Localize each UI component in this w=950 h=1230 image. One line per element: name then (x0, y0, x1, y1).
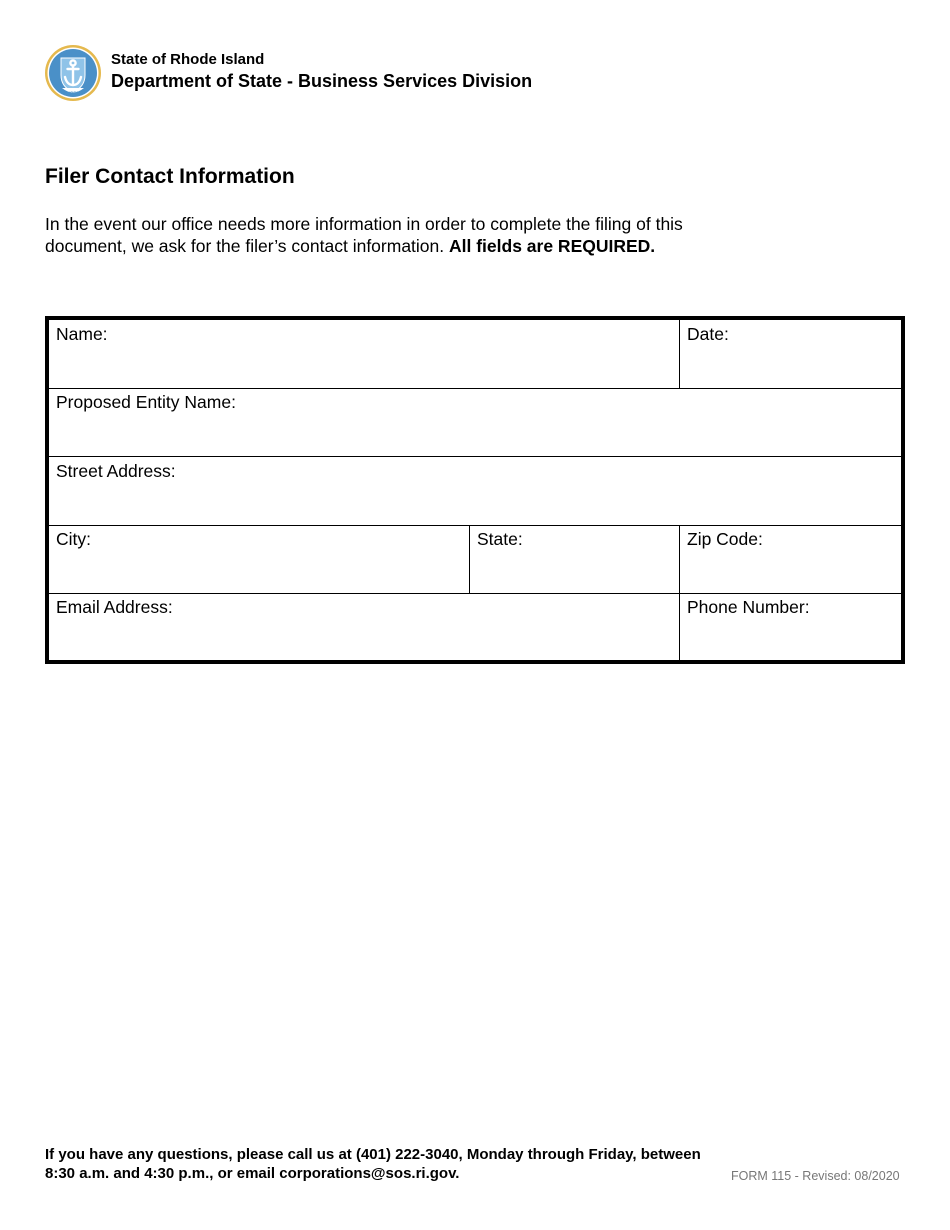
street-address-label: Street Address: (56, 461, 176, 481)
email-address-label: Email Address: (56, 597, 173, 617)
street-address-field[interactable] (49, 457, 901, 525)
name-label: Name: (56, 324, 108, 344)
state-label: State: (477, 529, 523, 549)
date-field[interactable] (679, 320, 901, 388)
form-row-name-date (49, 320, 901, 389)
contact-note: If you have any questions, please call us at (401) 222-3040, Monday through Friday, between 8:30 a.m. and 4:30 p.m., or email corporations@sos.ri.gov. (45, 1146, 701, 1182)
date-label: Date: (687, 324, 729, 344)
seal-motto: HOPE (66, 90, 80, 96)
section-title: Filer Contact Information (45, 165, 295, 188)
city-label: City: (56, 529, 91, 549)
proposed-entity-name-field[interactable] (49, 388, 901, 456)
filer-contact-form (45, 316, 905, 664)
zip-code-field[interactable] (679, 525, 901, 593)
intro-text: In the event our office needs more information in order to complete the filing of this document, we ask for the filer’s contact information. (45, 214, 683, 256)
state-seal-icon (44, 44, 102, 102)
name-field[interactable] (49, 320, 679, 388)
proposed-entity-name-label: Proposed Entity Name: (56, 392, 236, 412)
form-row-city-state-zip (49, 525, 901, 594)
agency-department-name: Department of State - Business Services Division (111, 71, 533, 91)
email-address-field[interactable] (49, 593, 679, 661)
required-notice: All fields are REQUIRED. (449, 236, 656, 256)
phone-number-field[interactable] (679, 593, 901, 661)
form-row-street (49, 457, 901, 526)
intro-paragraph (45, 213, 765, 257)
phone-number-label: Phone Number: (687, 597, 810, 617)
form-row-email-phone (49, 593, 901, 661)
zip-code-label: Zip Code: (687, 529, 763, 549)
form-revision-id: FORM 115 - Revised: 08/2020 (731, 1169, 900, 1183)
city-field[interactable] (49, 525, 469, 593)
state-field[interactable] (469, 525, 679, 593)
form-row-entity (49, 388, 901, 457)
agency-state-name: State of Rhode Island (111, 51, 265, 68)
